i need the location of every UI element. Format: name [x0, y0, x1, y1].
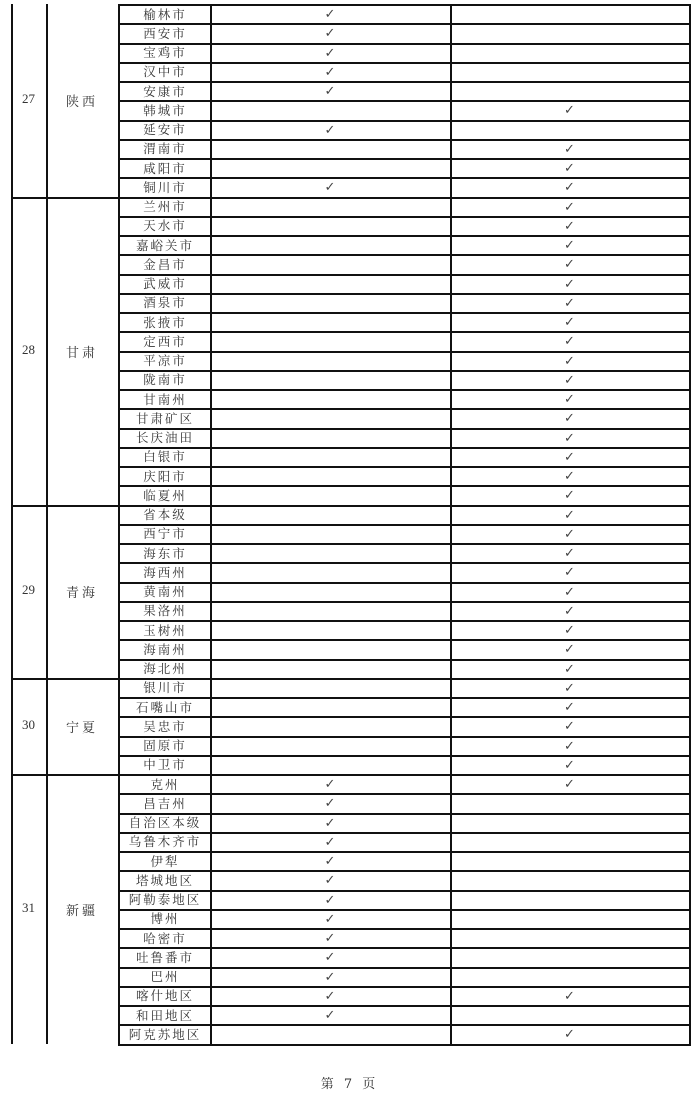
city-name: 博州	[150, 911, 180, 927]
city-name: 甘南州	[143, 391, 187, 407]
city-name: 阿勒泰地区	[128, 892, 202, 907]
check-mark-icon: ✓	[564, 353, 575, 369]
check-mark-icon: ✓	[324, 26, 336, 42]
city-name: 长庆油田	[135, 430, 194, 445]
group-number: 30	[22, 716, 35, 732]
check-mark-icon: ✓	[564, 988, 575, 1004]
group-number: 31	[22, 899, 35, 915]
city-name: 黄南州	[143, 584, 187, 599]
city-name: 金昌市	[143, 256, 187, 272]
check-mark-icon: ✓	[564, 141, 575, 157]
city-name: 天水市	[143, 218, 187, 234]
city-name: 哈密市	[143, 930, 187, 946]
province-name: 新疆	[65, 903, 98, 919]
city-name: 嘉峪关市	[135, 237, 194, 253]
check-mark-icon: ✓	[564, 411, 575, 427]
city-name: 海东市	[143, 545, 187, 561]
city-name: 银川市	[143, 680, 187, 696]
check-mark-icon: ✓	[564, 584, 575, 600]
check-mark-icon: ✓	[564, 238, 575, 253]
table-border-left	[11, 4, 13, 1044]
check-mark-icon: ✓	[564, 757, 575, 773]
check-mark-icon: ✓	[324, 796, 336, 812]
city-name: 临夏州	[143, 487, 187, 503]
check-mark-icon: ✓	[564, 507, 575, 523]
city-name: 吐鲁番市	[135, 949, 194, 965]
city-name: 韩城市	[143, 102, 187, 118]
city-name: 喀什地区	[135, 988, 194, 1004]
city-name: 吴忠市	[143, 718, 187, 734]
check-mark-icon: ✓	[564, 315, 575, 330]
check-mark-icon: ✓	[564, 738, 575, 754]
check-mark-icon: ✓	[564, 623, 575, 638]
city-name: 克州	[150, 776, 180, 792]
city-name: 宝鸡市	[143, 45, 187, 60]
group-separator	[11, 505, 118, 507]
city-name: 海南州	[143, 641, 187, 657]
check-mark-icon: ✓	[564, 469, 575, 484]
check-mark-icon: ✓	[564, 526, 575, 542]
check-mark-icon: ✓	[564, 180, 575, 196]
city-name: 铜川市	[143, 179, 187, 195]
row-divider	[118, 1044, 691, 1046]
city-name: 庆阳市	[143, 468, 187, 484]
city-name: 海西州	[143, 564, 187, 580]
check-mark-icon: ✓	[564, 719, 575, 735]
city-name: 塔城地区	[135, 872, 194, 888]
city-name: 西安市	[143, 25, 187, 41]
city-name: 汉中市	[143, 64, 187, 80]
city-name: 省本级	[143, 507, 187, 522]
check-mark-icon: ✓	[324, 950, 336, 966]
province-name: 甘肃	[65, 345, 98, 361]
check-mark-icon: ✓	[564, 295, 575, 311]
check-mark-icon: ✓	[324, 969, 336, 985]
province-name: 青海	[65, 586, 98, 602]
city-name: 榆林市	[143, 6, 187, 22]
city-name: 武威市	[143, 276, 187, 291]
check-mark-icon: ✓	[324, 84, 336, 99]
check-mark-icon: ✓	[324, 854, 336, 869]
check-mark-icon: ✓	[564, 430, 575, 446]
city-name: 咸阳市	[143, 160, 187, 176]
city-name: 固原市	[143, 738, 187, 753]
city-name: 定西市	[143, 333, 187, 349]
check-mark-icon: ✓	[564, 700, 575, 715]
city-name: 自治区本级	[128, 815, 202, 830]
page-number: 第 7 页	[320, 1077, 379, 1092]
check-mark-icon: ✓	[324, 815, 336, 831]
group-number: 29	[22, 582, 35, 598]
city-name: 乌鲁木齐市	[128, 834, 202, 850]
group-separator	[11, 678, 118, 680]
check-mark-icon: ✓	[564, 546, 575, 561]
check-mark-icon: ✓	[564, 372, 575, 388]
check-mark-icon: ✓	[564, 392, 575, 407]
check-mark-icon: ✓	[564, 161, 575, 176]
city-name: 酒泉市	[143, 295, 187, 311]
check-mark-icon: ✓	[564, 449, 575, 465]
city-name: 伊犁	[150, 853, 180, 869]
check-mark-icon: ✓	[564, 103, 575, 119]
check-mark-icon: ✓	[324, 834, 336, 850]
city-name: 平凉市	[143, 353, 187, 368]
city-name: 张掖市	[143, 314, 187, 330]
city-name: 兰州市	[143, 199, 187, 214]
city-name: 昌吉州	[143, 795, 187, 811]
city-name: 石嘴山市	[135, 699, 194, 715]
city-name: 西宁市	[143, 526, 187, 542]
group-number: 28	[22, 341, 35, 357]
city-name: 玉树州	[143, 622, 187, 638]
city-name: 甘肃矿区	[135, 410, 194, 426]
check-mark-icon: ✓	[564, 680, 575, 696]
check-mark-icon: ✓	[324, 1008, 336, 1023]
check-mark-icon: ✓	[324, 777, 336, 792]
check-mark-icon: ✓	[564, 218, 575, 234]
check-mark-icon: ✓	[564, 777, 575, 792]
city-name: 延安市	[143, 122, 187, 137]
group-number: 27	[22, 91, 35, 107]
city-name: 阿克苏地区	[128, 1026, 202, 1042]
check-mark-icon: ✓	[564, 276, 575, 292]
city-name: 白银市	[143, 449, 187, 465]
check-mark-icon: ✓	[324, 988, 336, 1004]
check-mark-icon: ✓	[564, 334, 575, 350]
province-name: 陕西	[65, 95, 98, 111]
table-divider-no	[46, 4, 48, 1044]
province-name: 宁夏	[65, 720, 98, 736]
check-mark-icon: ✓	[564, 199, 575, 215]
city-name: 海北州	[143, 661, 187, 676]
city-name: 陇南市	[143, 372, 187, 388]
check-mark-icon: ✓	[564, 488, 575, 504]
check-mark-icon: ✓	[324, 122, 336, 138]
check-mark-icon: ✓	[564, 642, 575, 658]
city-name: 渭南市	[143, 141, 187, 157]
city-name: 安康市	[143, 83, 187, 99]
city-name: 中卫市	[143, 757, 187, 773]
city-name: 和田地区	[135, 1007, 194, 1023]
check-mark-icon: ✓	[324, 45, 336, 61]
check-mark-icon: ✓	[324, 873, 336, 889]
check-mark-icon: ✓	[324, 180, 336, 196]
city-name: 果洛州	[143, 603, 187, 619]
group-separator	[11, 774, 118, 776]
check-mark-icon: ✓	[324, 911, 336, 927]
check-mark-icon: ✓	[324, 7, 336, 22]
city-name: 巴州	[150, 969, 180, 984]
check-mark-icon: ✓	[324, 892, 336, 908]
check-mark-icon: ✓	[324, 64, 336, 80]
check-mark-icon: ✓	[564, 257, 575, 273]
check-mark-icon: ✓	[564, 565, 575, 581]
check-mark-icon: ✓	[564, 603, 575, 619]
group-separator	[11, 197, 118, 199]
check-mark-icon: ✓	[324, 931, 336, 946]
check-mark-icon: ✓	[564, 661, 575, 677]
check-mark-icon: ✓	[564, 1027, 575, 1043]
